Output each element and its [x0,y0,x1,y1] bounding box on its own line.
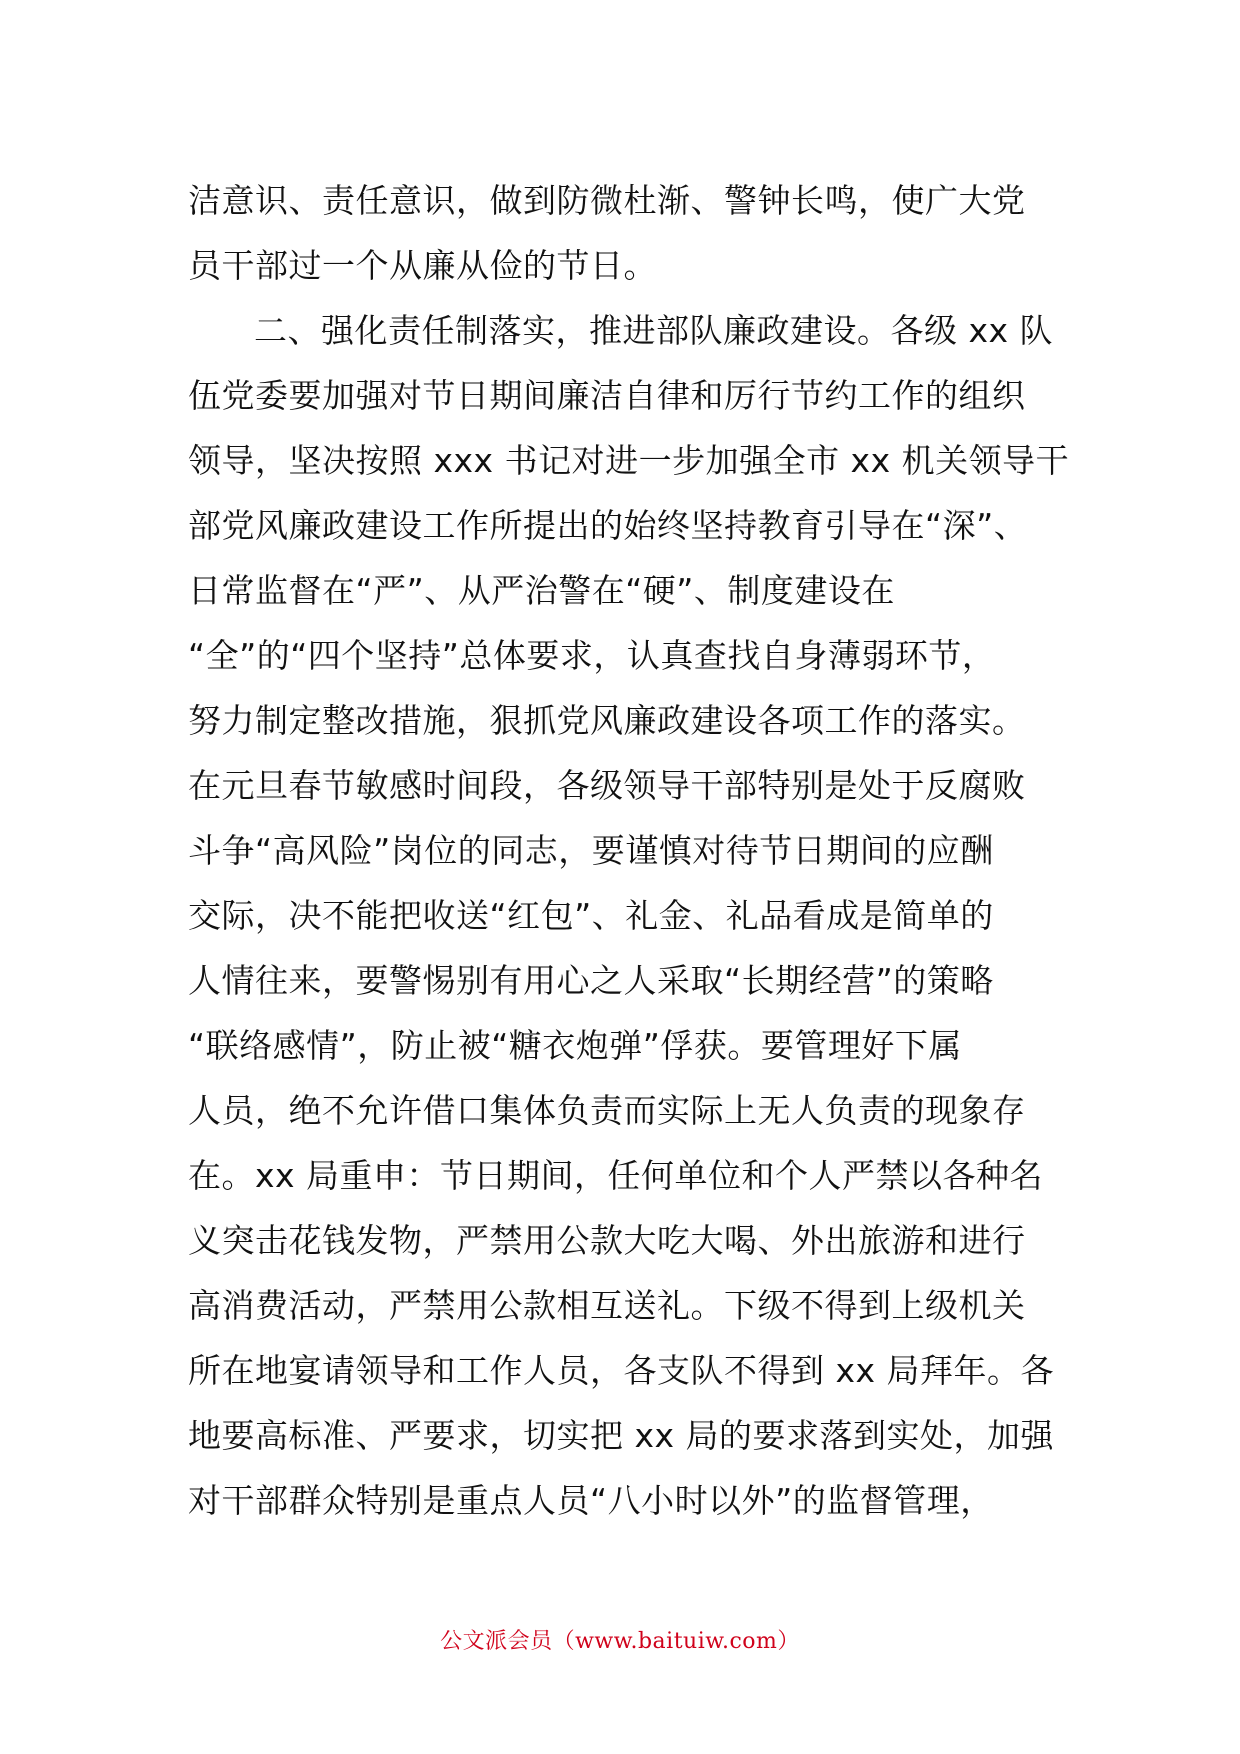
body-line: 领导，坚决按照 xxx 书记对进一步加强全市 xx 机关领导干 [188,441,1070,480]
body-line: 伍党委要加强对节日期间廉洁自律和厉行节约工作的组织 [188,376,1026,415]
document-body [188,168,1070,1533]
body-line: 义突击花钱发物，严禁用公款大吃大喝、外出旅游和进行 [188,1221,1026,1260]
body-line: 员干部过一个从廉从俭的节日。 [188,246,657,285]
body-line: 人情往来，要警惕别有用心之人采取“长期经营”的策略 [188,961,994,1000]
body-line: 斗争“高风险”岗位的同志，要谨慎对待节日期间的应酬 [188,831,994,870]
body-line: 在元旦春节敏感时间段，各级领导干部特别是处于反腐败 [188,766,1026,805]
body-line: 努力制定整改措施，狠抓党风廉政建设各项工作的落实。 [188,701,1026,740]
section-heading-line: 二、强化责任制落实，推进部队廉政建设。各级 xx 队 [254,311,1054,350]
body-line: “联络感情”，防止被“糖衣炮弹”俘获。要管理好下属 [188,1026,962,1065]
body-line: 人员，绝不允许借口集体负责而实际上无人负责的现象存 [188,1091,1026,1130]
body-line: 日常监督在“严”、从严治警在“硬”、制度建设在 [188,571,895,610]
body-line: 对干部群众特别是重点人员“八小时以外”的监督管理， [188,1481,994,1520]
body-line: 交际，决不能把收送“红包”、礼金、礼品看成是简单的 [188,896,994,935]
body-line: 部党风廉政建设工作所提出的始终坚持教育引导在“深”、 [188,506,1028,545]
body-line: 所在地宴请领导和工作人员，各支队不得到 xx 局拜年。各 [188,1351,1055,1390]
body-line: “全”的“四个坚持”总体要求，认真查找自身薄弱环节， [188,636,996,675]
body-line: 在。xx 局重申：节日期间，任何单位和个人严禁以各种名 [188,1156,1044,1195]
body-line: 高消费活动，严禁用公款相互送礼。下级不得到上级机关 [188,1286,1026,1325]
footer-watermark: 公文派会员（www.baituiw.com） [440,1629,800,1654]
body-line: 洁意识、责任意识，做到防微杜渐、警钟长鸣，使广大党 [188,181,1026,220]
body-line: 地要高标准、严要求，切实把 xx 局的要求落到实处，加强 [188,1416,1055,1455]
